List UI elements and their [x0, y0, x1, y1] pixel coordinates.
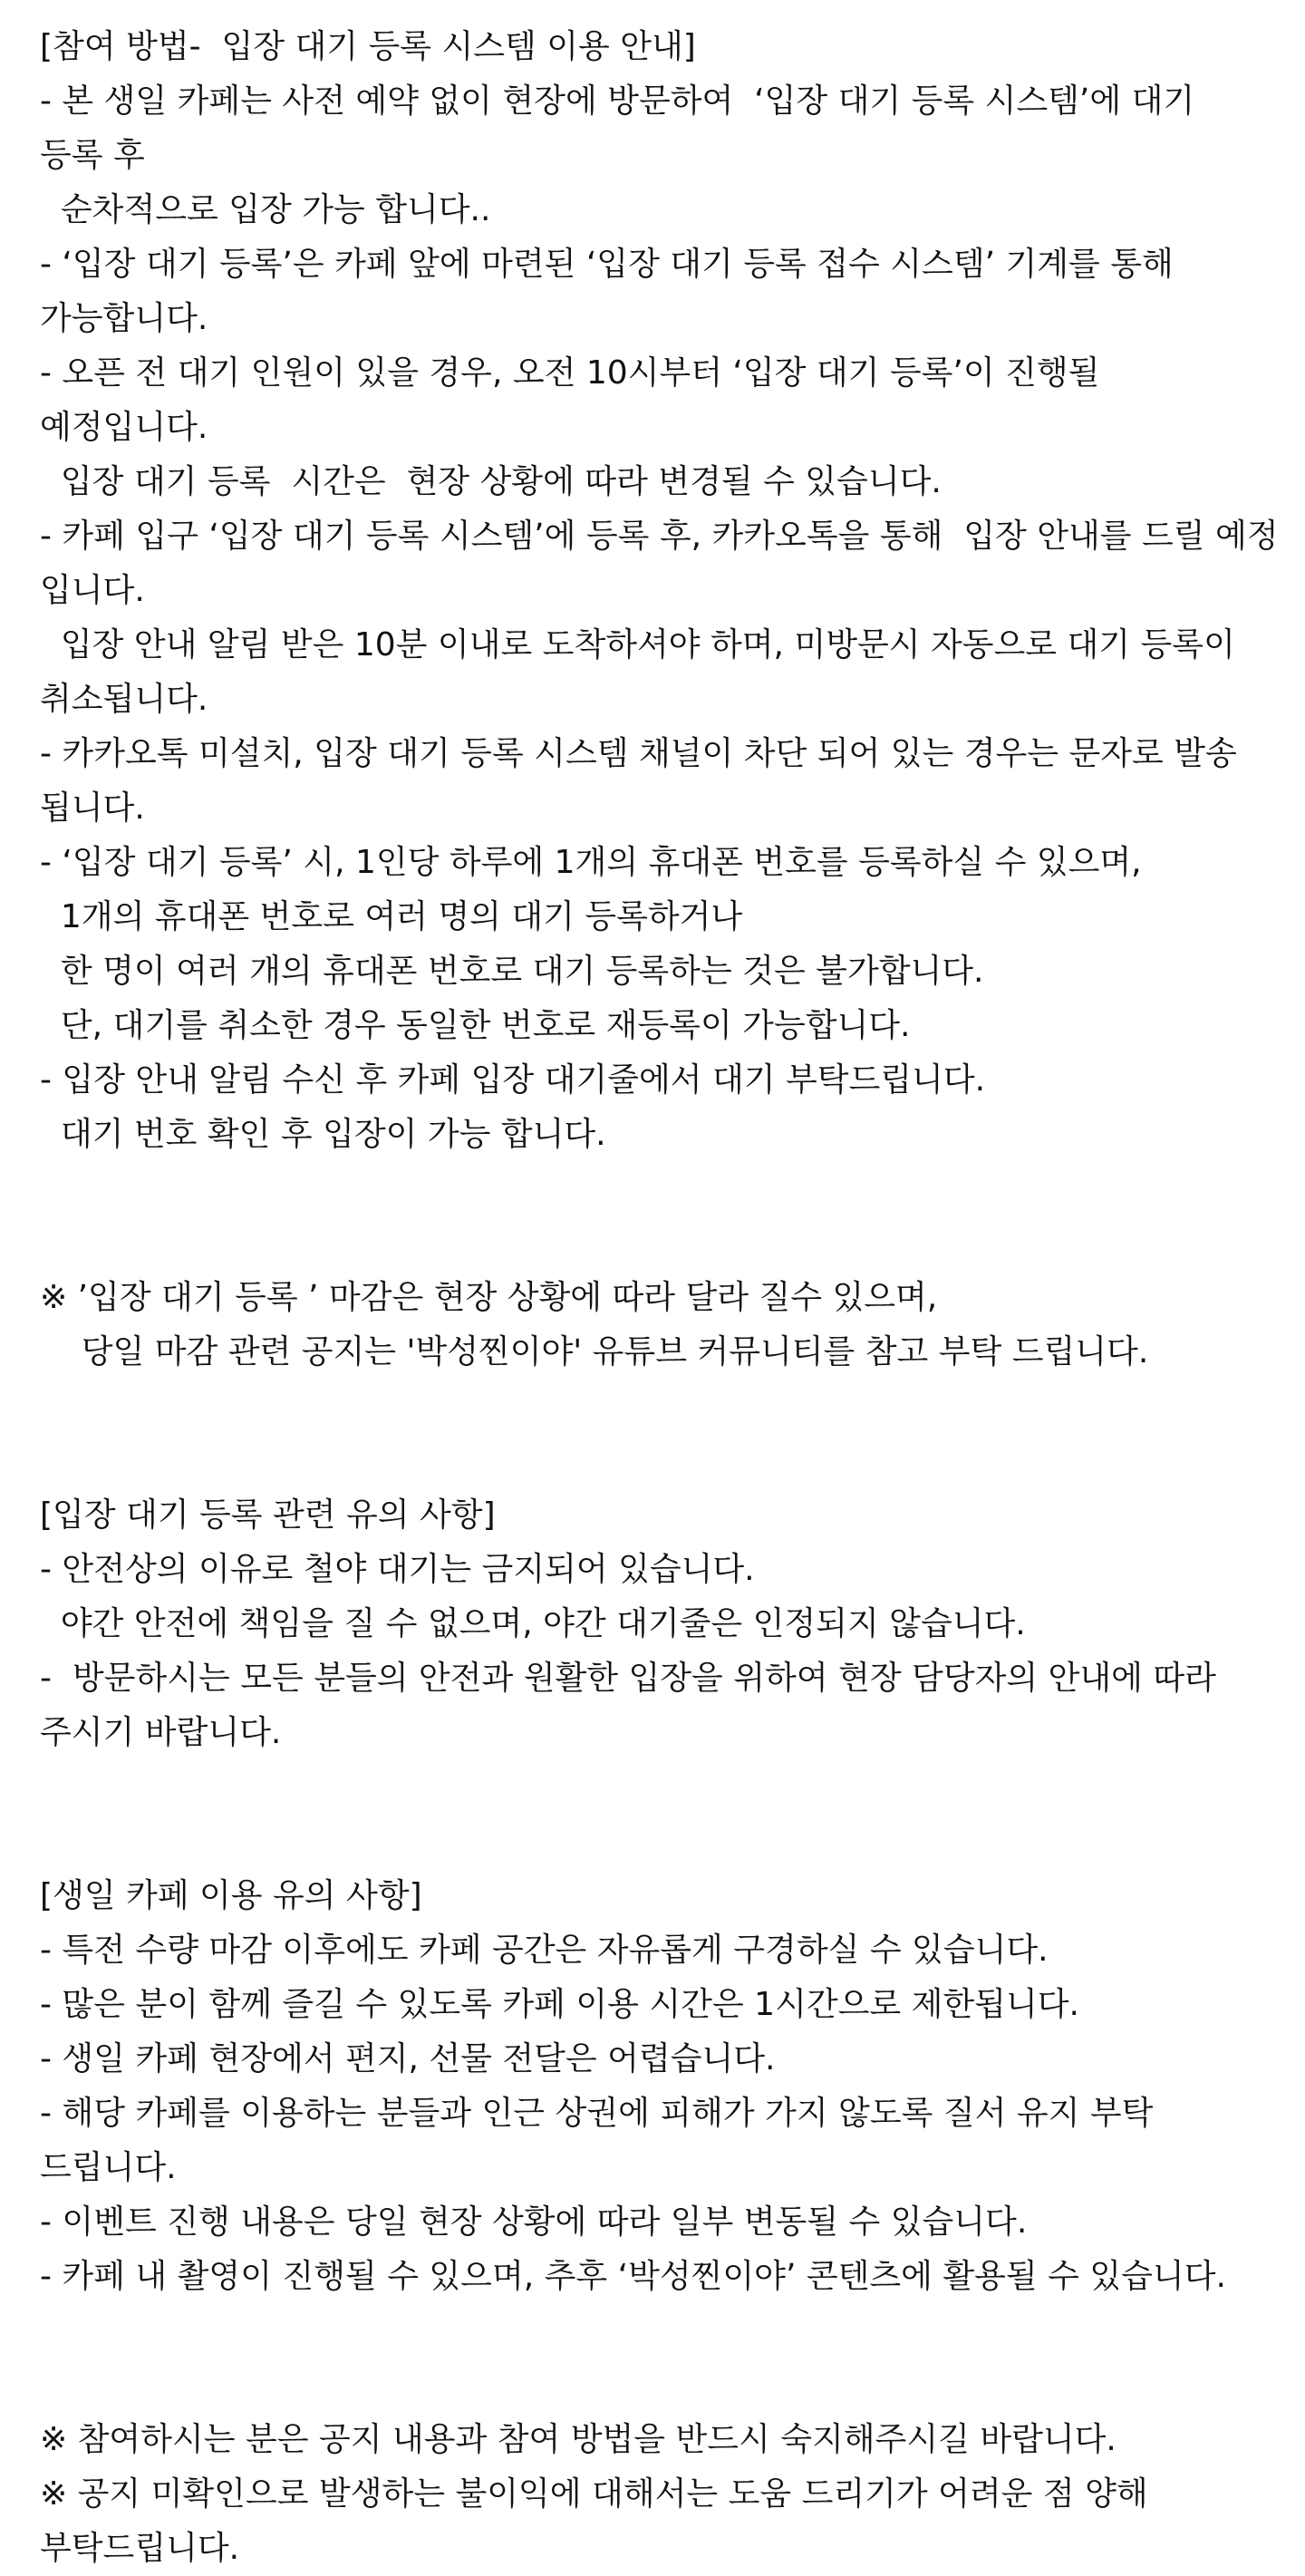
notice-text-line: 예정입니다. — [40, 409, 208, 446]
blank-line — [40, 1434, 1290, 1488]
notice-text-line: - 입장 안내 알림 수신 후 카페 입장 대기줄에서 대기 부탁드립니다. — [40, 1061, 986, 1099]
notice-text-line: 1개의 휴대폰 번호로 여러 명의 대기 등록하거나 — [40, 898, 743, 935]
notice-text-line: ※ ’입장 대기 등록 ’ 마감은 현장 상황에 따라 달라 질수 있으며, — [40, 1279, 938, 1316]
notice-text-line: 등록 후 — [40, 137, 145, 174]
notice-text-line: - ‘입장 대기 등록’ 시, 1인당 하루에 1개의 휴대폰 번호를 등록하실 수 있으며, — [40, 844, 1142, 881]
notice-text-line: 됩니다. — [40, 789, 145, 827]
notice-text-line: 야간 안전에 책임을 질 수 없으며, 야간 대기줄은 인정되지 않습니다. — [40, 1605, 1026, 1642]
notice-text-line: 당일 마감 관련 공지는 '박성찐이야' 유튜브 커뮤니티를 참고 부탁 드립니다. — [40, 1333, 1149, 1370]
notice-text-line: 단, 대기를 취소한 경우 동일한 번호로 재등록이 가능합니다. — [40, 1007, 911, 1044]
notice-text-line: 입장 안내 알림 받은 10분 이내로 도착하셔야 하며, 미방문시 자동으로 대기 등록이 — [40, 626, 1235, 663]
blank-line — [40, 1815, 1290, 1869]
notice-text-line: 주시기 바랍니다. — [40, 1714, 282, 1751]
notice-text-line: - 본 생일 카페는 사전 예약 없이 현장에 방문하여 ‘입장 대기 등록 시스템’에 대기 — [40, 82, 1195, 120]
blank-line — [40, 2304, 1290, 2358]
notice-text-line: 취소됩니다. — [40, 681, 208, 718]
notice-text-line: - 이벤트 진행 내용은 당일 현장 상황에 따라 일부 변동될 수 있습니다. — [40, 2203, 1028, 2241]
notice-text-line: 대기 번호 확인 후 입장이 가능 합니다. — [40, 1116, 606, 1153]
notice-text-line: ※ 공지 미확인으로 발생하는 불이익에 대해서는 도움 드리기가 어려운 점 양해 — [40, 2475, 1148, 2513]
notice-text-line: 가능합니다. — [40, 300, 208, 337]
notice-text-line: 부탁드립니다. — [40, 2530, 240, 2567]
notice-text-line: - 카페 내 촬영이 진행될 수 있으며, 추후 ‘박성찐이야’ 콘텐츠에 활용될 수 있습니다. — [40, 2258, 1226, 2295]
notice-text-line: - 안전상의 이유로 철야 대기는 금지되어 있습니다. — [40, 1551, 755, 1588]
notice-text-line: 입장 대기 등록 시간은 현장 상황에 따라 변경될 수 있습니다. — [40, 463, 942, 500]
blank-line — [40, 1162, 1290, 1216]
notice-text-line: - 특전 수량 마감 이후에도 카페 공간은 자유롭게 구경하실 수 있습니다. — [40, 1932, 1049, 1969]
notice-text-line: - 오픈 전 대기 인원이 있을 경우, 오전 10시부터 ‘입장 대기 등록’이 진행될 — [40, 354, 1100, 392]
notice-text-line: - 카카오톡 미설치, 입장 대기 등록 시스템 채널이 차단 되어 있는 경우는 문자로 발송 — [40, 735, 1237, 772]
notice-text-line: - 방문하시는 모든 분들의 안전과 원활한 입장을 위하여 현장 담당자의 안내에 따라 — [40, 1660, 1216, 1697]
notice-text-line: 입니다. — [40, 572, 145, 609]
notice-text-line: - ‘입장 대기 등록’은 카페 앞에 마련된 ‘입장 대기 등록 접수 시스템’ 기계를 통해 — [40, 246, 1174, 283]
blank-line — [40, 1216, 1290, 1271]
notice-text-line: - 많은 분이 함께 즐길 수 있도록 카페 이용 시간은 1시간으로 제한됩니다. — [40, 1986, 1079, 2023]
blank-line — [40, 1380, 1290, 1434]
notice-text-line: - 카페 입구 ‘입장 대기 등록 시스템’에 등록 후, 카카오톡을 통해 입장 안내를 드릴 예정 — [40, 518, 1279, 555]
notice-text-line: [생일 카페 이용 유의 사항] — [40, 1877, 422, 1914]
blank-line — [40, 2358, 1290, 2413]
notice-document — [40, 20, 1290, 2576]
notice-text-line: ※ 참여하시는 분은 공지 내용과 참여 방법을 반드시 숙지해주시길 바랍니다. — [40, 2421, 1116, 2458]
notice-text-line: [참여 방법- 입장 대기 등록 시스템 이용 안내] — [40, 28, 696, 65]
notice-text-line: 한 명이 여러 개의 휴대폰 번호로 대기 등록하는 것은 불가합니다. — [40, 953, 984, 990]
notice-text-line: 드립니다. — [40, 2149, 177, 2186]
blank-line — [40, 1760, 1290, 1815]
notice-text-line: - 해당 카페를 이용하는 분들과 인근 상권에 피해가 가지 않도록 질서 유지 부탁 — [40, 2095, 1154, 2132]
notice-text-line: - 생일 카페 현장에서 편지, 선물 전달은 어렵습니다. — [40, 2040, 776, 2077]
notice-text-line: 순차적으로 입장 가능 합니다.. — [40, 191, 491, 228]
notice-text-line: [입장 대기 등록 관련 유의 사항] — [40, 1496, 496, 1534]
